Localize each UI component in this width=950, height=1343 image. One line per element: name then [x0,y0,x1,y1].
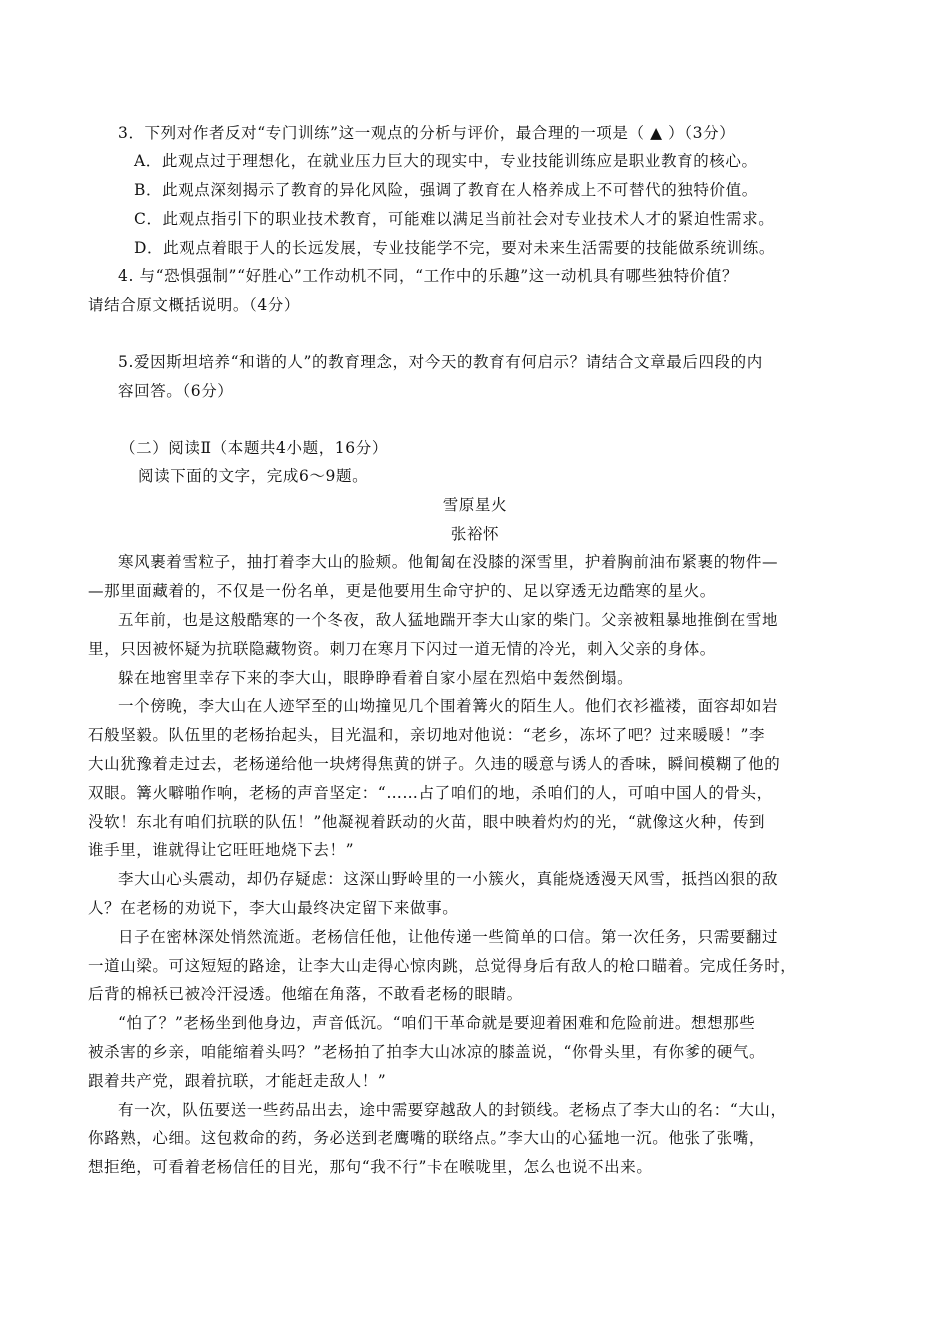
q3-stem: 3．下列对作者反对“专门训练”这一观点的分析与评价，最合理的一项是（ ▲ ）（3分） [118,124,736,142]
article-line: 寒风裹着雪粒子，抽打着李大山的脸颊。他匍匐在没膝的深雪里，护着胸前油布紧裹的物件— [118,553,779,571]
article-line: 后背的棉袄已被冷汗浸透。他缩在角落，不敢看老杨的眼睛。 [88,985,523,1003]
article-line: 谁手里，谁就得让它旺旺地烧下去！” [88,841,355,859]
article-line: 李大山心头震动，却仍存疑虑：这深山野岭里的一小簇火，真能烧透漫天风雪，抵挡凶狠的敌 [118,870,779,888]
article-line: 有一次，队伍要送一些药品出去，途中需要穿越敌人的封锁线。老杨点了李大山的名：“大山， [118,1101,787,1119]
article-line: 没软！东北有咱们抗联的队伍！”他凝视着跃动的火苗，眼中映着灼灼的光，“就像这火种，传到 [88,813,766,831]
article-title: 雪原星火 [442,496,508,514]
article-line: 跟着共产党，跟着抗联，才能赶走敌人！” [88,1072,387,1090]
article-line: “怕了？”老杨坐到他身边，声音低沉。“咱们干革命就是要迎着困难和危险前进。想想那些 [118,1014,756,1032]
q4-line-1: 4. 与“恐惧强制”“好胜心”工作动机不同，“工作中的乐趣”这一动机具有哪些独特价值？ [118,267,739,285]
article-line: 里，只因被怀疑为抗联隐藏物资。刺刀在寒月下闪过一道无情的冷光，刺入父亲的身体。 [88,640,716,658]
q3-option-c: C．此观点指引下的职业技术教育，可能难以满足当前社会对专业技术人才的紧迫性需求。 [134,210,775,228]
article-line: 被杀害的乡亲，咱能缩着头吗？”老杨拍了拍李大山冰凉的膝盖说，“你骨头里，有你爹的硬气。 [88,1043,766,1061]
article-line: 人？在老杨的劝说下，李大山最终决定留下来做事。 [88,899,459,917]
article-line: 一道山梁。可这短短的路途，让李大山走得心惊肉跳，总觉得身后有敌人的枪口瞄着。完成任务时， [88,957,797,975]
article-line: —那里面藏着的，不仅是一份名单，更是他要用生命守护的、足以穿透无边酷寒的星火。 [88,582,716,600]
article-line: 五年前，也是这般酷寒的一个冬夜，敌人猛地踹开李大山家的柴门。父亲被粗暴地推倒在雪地 [118,611,779,629]
section-instruction: 阅读下面的文字，完成6～9题。 [138,467,369,485]
q3-option-a: A．此观点过于理想化，在就业压力巨大的现实中，专业技能训练应是职业教育的核心。 [134,152,758,170]
article-line: 一个傍晚，李大山在人迹罕至的山坳撞见几个围着篝火的陌生人。他们衣衫褴褛，面容却如岩 [118,697,779,715]
article-author: 张裕怀 [450,525,500,543]
section-heading: （二）阅读Ⅱ（本题共4小题，16分） [120,439,388,457]
article-line: 想拒绝，可看着老杨信任的目光，那句“我不行”卡在喉咙里，怎么也说不出来。 [88,1158,653,1176]
q3-option-b: B．此观点深刻揭示了教育的异化风险，强调了教育在人格养成上不可替代的独特价值。 [134,181,758,199]
q5-line-1: 5.爱因斯坦培养“和谐的人”的教育理念，对今天的教育有何启示？请结合文章最后四段的内 [118,353,763,371]
q4-line-2: 请结合原文概括说明。（4分） [88,296,301,314]
article-line: 你路熟，心细。这包救命的药，务必送到老鹰嘴的联络点。”李大山的心猛地一沉。他张了张嘴， [88,1129,765,1147]
article-line: 石般坚毅。队伍里的老杨抬起头，目光温和，亲切地对他说：“老乡，冻坏了吧？过来暖暖！”李 [88,726,766,744]
article-line: 双眼。篝火噼啪作响，老杨的声音坚定：“……占了咱们的地，杀咱们的人，可咱中国人的骨头， [88,784,773,802]
article-line: 日子在密林深处悄然流逝。老杨信任他，让他传递一些简单的口信。第一次任务，只需要翻过 [118,928,779,946]
q5-line-2: 容回答。（6分） [118,382,234,400]
article-line: 躲在地窖里幸存下来的李大山，眼睁睁看着自家小屋在烈焰中轰然倒塌。 [118,669,634,687]
q3-option-d: D．此观点着眼于人的长远发展，专业技能学不完，要对未来生活需要的技能做系统训练。 [134,239,775,257]
article-line: 大山犹豫着走过去，老杨递给他一块烤得焦黄的饼子。久违的暖意与诱人的香味，瞬间模糊了他的 [88,755,781,773]
